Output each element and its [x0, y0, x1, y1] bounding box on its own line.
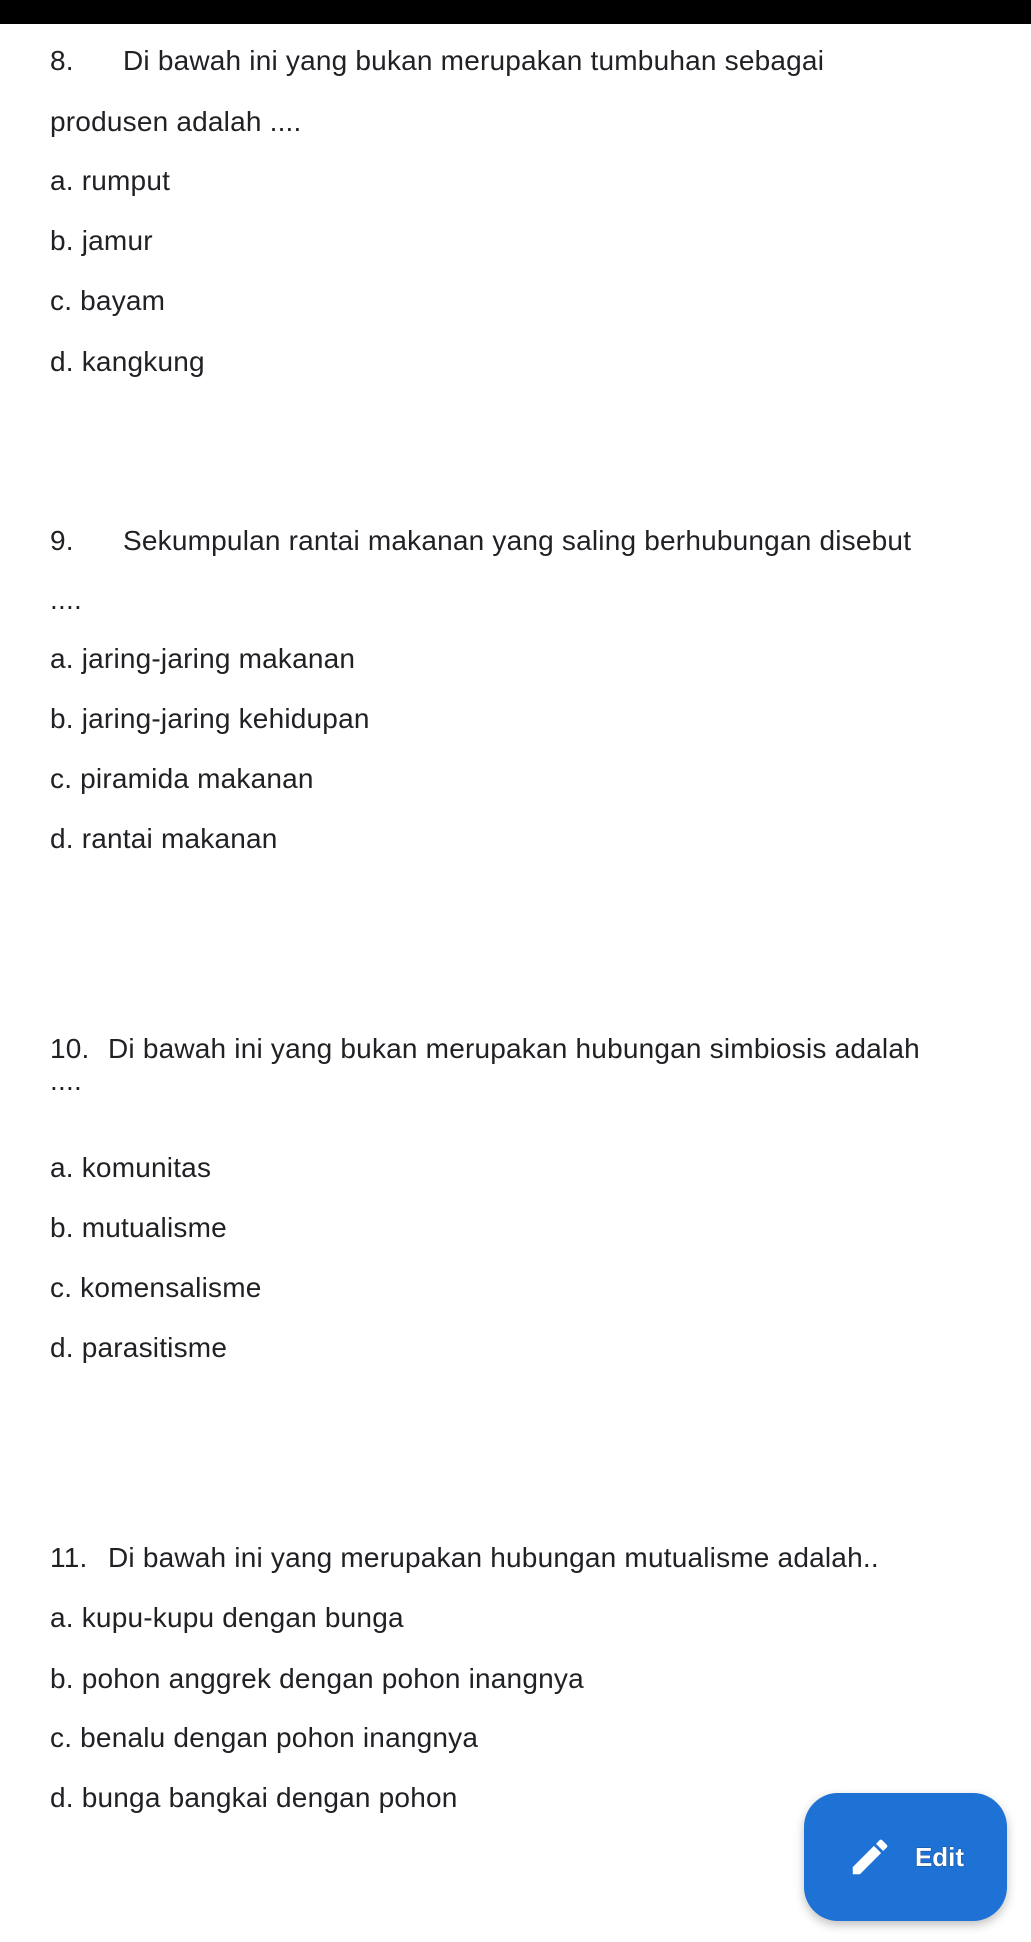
question-number: 10.	[50, 1033, 90, 1064]
question-text: Di bawah ini yang merupakan hubungan mutualisme adalah..	[108, 1542, 879, 1573]
option-8b: b. jamur	[50, 225, 153, 256]
option-10c: c. komensalisme	[50, 1272, 262, 1303]
option-11c: c. benalu dengan pohon inangnya	[50, 1722, 479, 1753]
edit-button-label: Edit	[914, 1841, 965, 1872]
option-8c: c. bayam	[50, 285, 166, 316]
question-text: Di bawah ini yang bukan merupakan tumbuhan sebagai	[123, 45, 825, 76]
question-number: 9.	[50, 525, 74, 556]
option-10b: b. mutualisme	[50, 1212, 227, 1243]
option-10d: d. parasitisme	[50, 1332, 228, 1363]
option-9c: c. piramida makanan	[50, 763, 314, 794]
question-9-line1	[50, 523, 911, 559]
option-11a: a. kupu-kupu dengan bunga	[50, 1602, 404, 1633]
question-number: 11.	[50, 1542, 88, 1573]
option-8a: a. rumput	[50, 165, 171, 196]
question-8-line1	[50, 43, 824, 79]
option-11d: d. bunga bangkai dengan pohon	[50, 1782, 458, 1813]
edit-button[interactable]	[804, 1793, 1007, 1921]
option-9d: d. rantai makanan	[50, 823, 278, 854]
status-bar	[0, 0, 1031, 24]
question-8-line2: produsen adalah ....	[50, 106, 302, 137]
option-9a: a. jaring-jaring makanan	[50, 643, 356, 674]
question-10-line2: ....	[50, 1065, 82, 1096]
option-11b: b. pohon anggrek dengan pohon inangnya	[50, 1663, 584, 1694]
question-9-line2: ....	[50, 584, 82, 615]
question-text: Di bawah ini yang bukan merupakan hubungan simbiosis adalah	[108, 1033, 920, 1064]
option-9b: b. jaring-jaring kehidupan	[50, 703, 370, 734]
question-number: 8.	[50, 45, 74, 76]
question-11-line1	[50, 1540, 879, 1576]
option-10a: a. komunitas	[50, 1152, 212, 1183]
pencil-icon	[847, 1834, 893, 1880]
question-text: Sekumpulan rantai makanan yang saling berhubungan disebut	[123, 525, 912, 556]
question-10-line1	[50, 1031, 920, 1067]
option-8d: d. kangkung	[50, 346, 205, 377]
